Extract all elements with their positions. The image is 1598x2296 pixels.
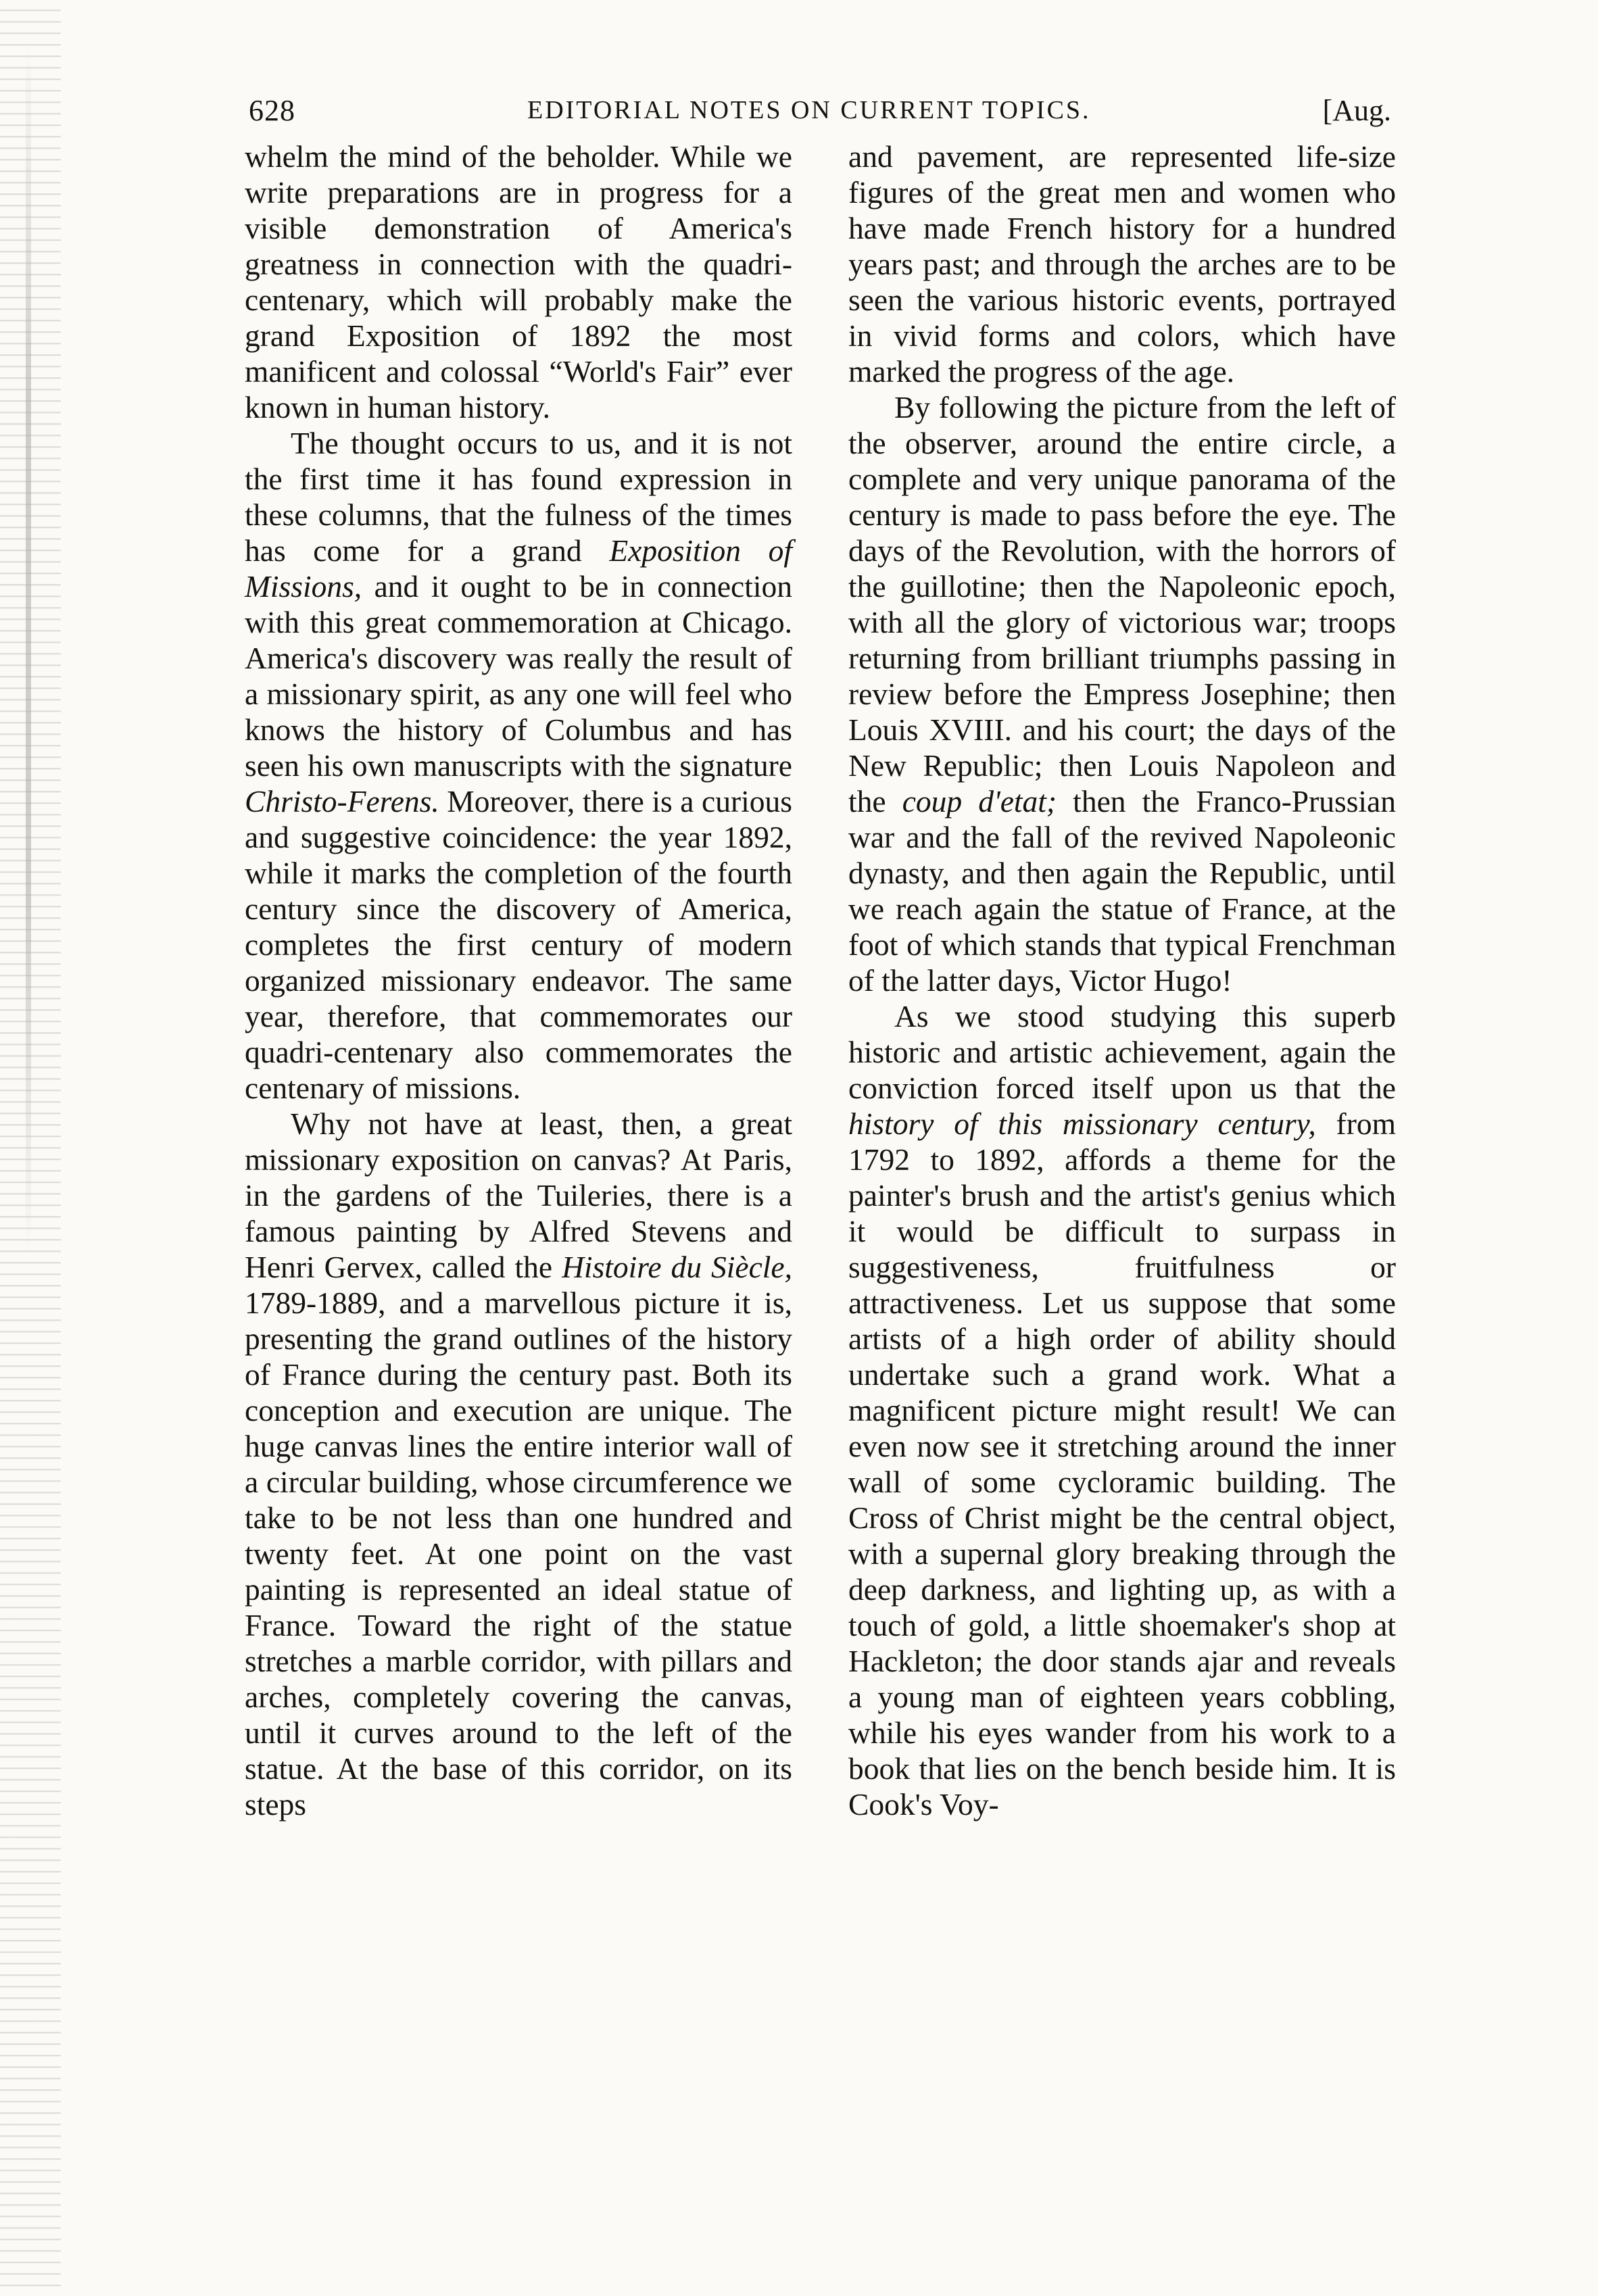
binding-edge-shadow [0,0,61,2296]
paragraph: whelm the mind of the beholder. While we write preparations are in progress for a visible demonstration of America's greatness in connection with the quadri-centenary, which will probably make the grand Exposition of 1892 the most manificent and colossal “World's Fair” ever known in human history. [245,139,792,424]
header-month: [Aug. [1322,93,1391,127]
italic-text: Histoire du Siècle, [562,1250,792,1284]
paragraph: and pavement, are represented life-size figures of the great men and women who have made French history for a hundred years past; and through the arches are to be seen the various historic events, portrayed in vivid forms and colors, which have marked the progress of the age. [848,139,1396,389]
paragraph: Why not have at least, then, a great missionary exposition on canvas? At Paris, in the gardens of the Tuileries, there is a famous painting by Alfred Stevens and Henri Gervex, called the Histoire du Siècle, 1789-1889, and a marvellous picture it is, presenting the grand outlines of the history of France during the century past. Both its conception and execution are unique. The huge canvas lines the entire interior wall of a circular building, whose circumference we take to be not less than one hundred and twenty feet. At one point on the vast painting is represented an ideal statue of France. Toward the right of the statue stretches a marble corridor, with pillars and arches, completely covering the canvas, until it curves around to the left of the statue. At the base of this corridor, on its steps [245,1106,792,1822]
italic-text: Exposition of Missions, [245,533,792,604]
running-header [249,87,1391,134]
italic-text: coup d'etat; [902,784,1057,819]
italic-text: Christo-Ferens. [245,784,439,819]
right-column [848,139,1396,1822]
left-column [245,139,792,1822]
running-title: EDITORIAL NOTES ON CURRENT TOPICS. [527,96,1091,124]
page-number: 628 [249,93,295,127]
paragraph: The thought occurs to us, and it is not the first time it has found expression in these columns, that the fulness of the times has come for a grand Exposition of Missions, and it ought to be in connection with this great commemoration at Chicago. America's discovery was really the result of a missionary spirit, as any one will feel who knows the history of Columbus and has seen his own manuscripts with the signature Christo-Ferens. Moreover, there is a curious and suggestive coincidence: the year 1892, while it marks the completion of the fourth century since the discovery of America, completes the first century of modern organized missionary endeavor. The same year, therefore, that commemorates our quadri-centenary also commemorates the centenary of missions. [245,426,792,1105]
paragraph: By following the picture from the left of the observer, around the entire circle, a complete and very unique panorama of the century is made to pass before the eye. The days of the Revolution, with the horrors of the guillotine; then the Napoleonic epoch, with all the glory of victorious war; troops returning from brilliant triumphs passing in review before the Empress Josephine; then Louis XVIII. and his court; the days of the New Republic; then Louis Napoleon and the coup d'etat; then the Franco-Prussian war and the fall of the revived Napoleonic dynasty, and then again the Republic, until we reach again the statue of France, at the foot of which stands that typical Frenchman of the latter days, Victor Hugo! [848,390,1396,998]
italic-text: history of this missionary century, [848,1106,1316,1141]
paragraph: As we stood studying this superb historic and artistic achievement, again the conviction forced itself upon us that the history of this missionary century, from 1792 to 1892, affords a theme for the painter's brush and the artist's genius which it would be difficult to surpass in suggestiveness, fruitfulness or attractiveness. Let us suppose that some artists of a high order of ability should undertake such a grand work. What a magnificent picture might result! We can even now see it stretching around the inner wall of some cycloramic building. The Cross of Christ might be the central object, with a supernal glory breaking through the deep darkness, and lighting up, as with a touch of gold, a little shoemaker's shop at Hackleton; the door stands ajar and reveals a young man of eighteen years cobbling, while his eyes wander from his work to a book that lies on the bench beside him. It is Cook's Voy- [848,999,1396,1822]
